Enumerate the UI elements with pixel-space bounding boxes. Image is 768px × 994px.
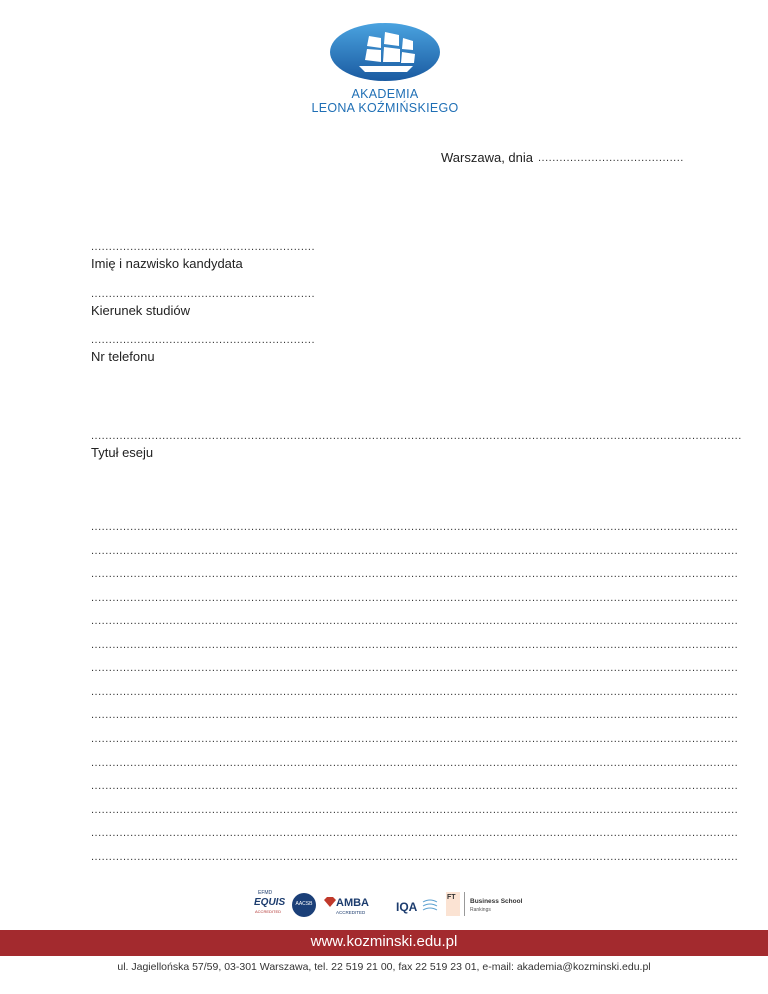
- bs-rankings-line1: Business School: [470, 898, 523, 905]
- essay-line: ......................................................................................................................................................................................: [91, 827, 739, 839]
- aacsb-seal-icon: [292, 893, 316, 917]
- ft-divider: [464, 892, 465, 916]
- date-dots: .........................................: [538, 152, 684, 164]
- study-label: Kierunek studiów: [91, 303, 190, 318]
- footer-address: ul. Jagiellońska 57/59, 03-301 Warszawa, tel. 22 519 21 00, fax 22 519 23 01, e-mail: akademia@kozminski.edu.pl: [117, 961, 651, 973]
- essay-line: ......................................................................................................................................................................................: [91, 615, 739, 627]
- bs-rankings-line2: Rankings: [470, 907, 491, 913]
- title-dots: .......................................................................................................................................................................................: [91, 430, 742, 442]
- equis-sub: ACCREDITED: [255, 909, 282, 914]
- efmd-label: EFMD: [258, 890, 273, 896]
- essay-line: ......................................................................................................................................................................................: [91, 780, 739, 792]
- aacsb-label: AACSB: [295, 901, 313, 907]
- amba-logo: AMBA: [336, 897, 369, 909]
- amba-sub: ACCREDITED: [336, 910, 366, 915]
- academy-logo: [329, 22, 441, 82]
- ft-badge: [446, 892, 460, 916]
- essay-line: ......................................................................................................................................................................................: [91, 521, 739, 533]
- name-label: Imię i nazwisko kandydata: [91, 256, 243, 271]
- essay-line: ......................................................................................................................................................................................: [91, 639, 739, 651]
- place-date-label: Warszawa, dnia: [441, 150, 533, 165]
- iqa-wave-icon: [422, 898, 438, 912]
- essay-title-label: Tytuł eseju: [91, 445, 154, 460]
- essay-line: ......................................................................................................................................................................................: [91, 733, 739, 745]
- name-dots: ...............................................................: [91, 241, 316, 253]
- essay-line: ......................................................................................................................................................................................: [91, 709, 739, 721]
- accreditation-strip: [250, 888, 530, 922]
- logo-line-2: LEONA KOŹMIŃSKIEGO: [311, 101, 459, 115]
- equis-logo: EQUIS: [254, 897, 286, 908]
- essay-line: ......................................................................................................................................................................................: [91, 592, 739, 604]
- footer-url[interactable]: www.kozminski.edu.pl: [310, 933, 458, 950]
- essay-line: ......................................................................................................................................................................................: [91, 686, 739, 698]
- phone-dots: ...............................................................: [91, 334, 316, 346]
- essay-line: ......................................................................................................................................................................................: [91, 757, 739, 769]
- ft-label: FT: [447, 894, 456, 901]
- iqa-logo: IQA: [396, 900, 418, 914]
- essay-line: ......................................................................................................................................................................................: [91, 545, 739, 557]
- phone-label: Nr telefonu: [91, 349, 155, 364]
- essay-line: ......................................................................................................................................................................................: [91, 568, 739, 580]
- amba-diamond-icon: [324, 894, 336, 904]
- logo-line-1: AKADEMIA: [351, 87, 419, 101]
- essay-line: ......................................................................................................................................................................................: [91, 662, 739, 674]
- study-dots: ...............................................................: [91, 288, 316, 300]
- essay-line: ......................................................................................................................................................................................: [91, 804, 739, 816]
- essay-line: ......................................................................................................................................................................................: [91, 851, 739, 863]
- footer-band: [0, 930, 768, 956]
